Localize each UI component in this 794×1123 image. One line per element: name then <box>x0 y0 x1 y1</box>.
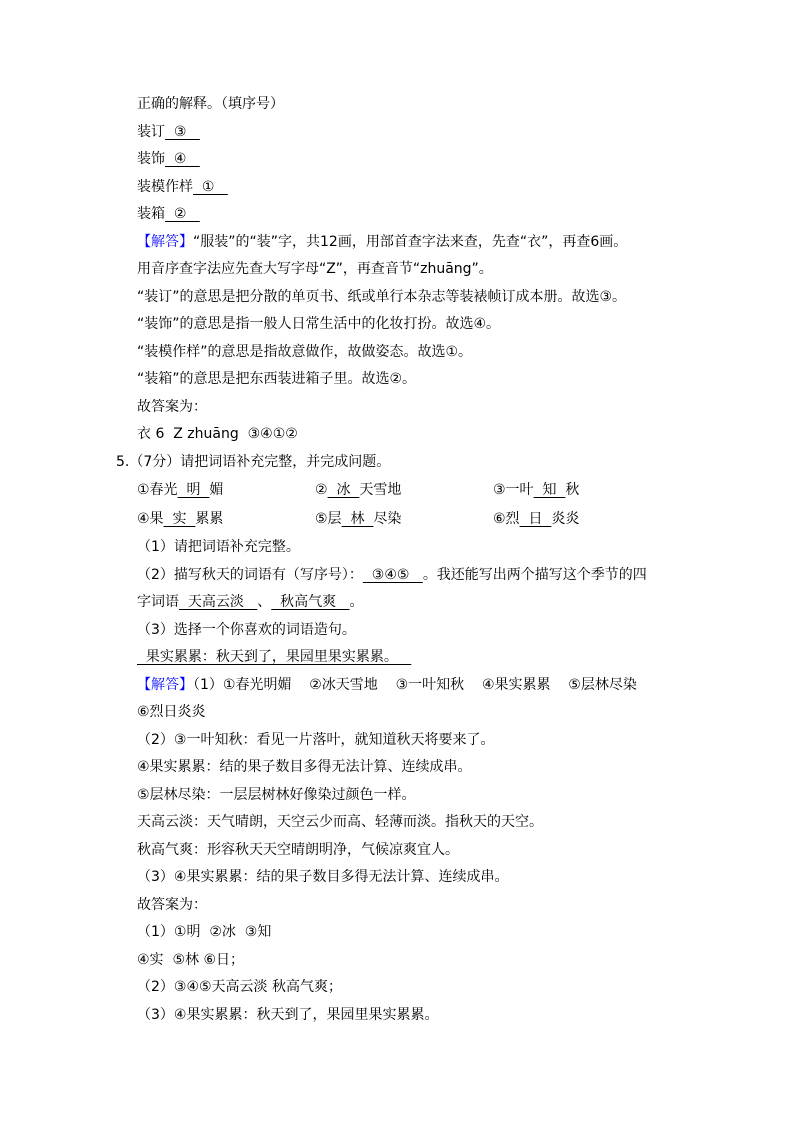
fill-blank: ③ <box>165 123 200 140</box>
solution-tag: 【解答】 <box>137 233 193 250</box>
final-answer: （3）④果实累累：秋天到了，果园里果实累累。 <box>137 1006 439 1023</box>
fill-item <box>0 119 794 147</box>
document-page <box>0 91 794 1029</box>
solution-line: 【解答】（1）①春光明媚 ②冰天雪地 ③一叶知秋 ④果实累累 ⑤层林尽染 <box>137 676 637 693</box>
answer-blank: 天高云淡 <box>179 594 258 610</box>
fill-term: 装饰 <box>137 151 165 167</box>
answer-label: 故答案为： <box>137 896 207 913</box>
word-cell: ①春光 明 媚 <box>137 482 224 498</box>
solution-line: ⑥烈日炎炎 <box>137 704 206 720</box>
fill-term: 装箱 <box>137 206 165 222</box>
fill-blank: ① <box>193 178 228 195</box>
solution-line: 【解答】“服装”的“装”字，共12画，用部首查字法来查，先查“衣”，再查6画。 <box>137 233 628 250</box>
solution-line: （3）④果实累累：结的果子数目多得无法计算、连续成串。 <box>137 869 509 885</box>
word-cell: ③一叶 知 秋 <box>493 482 580 498</box>
fill-item <box>0 201 794 229</box>
word-cell: ④果 实 累累 <box>137 511 224 527</box>
fill-blank: ④ <box>165 151 200 167</box>
solution-line: 天高云淡：天气晴朗，天空云少而高、轻薄而淡。指秋天的天空。 <box>137 814 543 830</box>
solution-line: 秋高气爽：形容秋天天空晴朗明净，气候凉爽宜人。 <box>137 841 459 858</box>
word-cell: ⑥烈 日 炎炎 <box>493 511 580 527</box>
solution-line: “装饰”的意思是指一般人日常生活中的化妆打扮。故选④。 <box>137 316 501 332</box>
final-answer: （1）①明 ②冰 ③知 <box>137 924 272 940</box>
solution-line: 用音序查字法应先查大写字母“Z”，再查音节“zhuāng”。 <box>137 261 493 277</box>
answer-blank: ③④⑤ <box>362 566 423 583</box>
fill-blank: ② <box>165 206 200 222</box>
final-answer: 衣 6 Z zhuāng ③④①② <box>137 426 298 442</box>
fill-item <box>0 174 794 202</box>
solution-tag: 【解答】 <box>137 676 193 693</box>
question-title: 5.（7分）请把词语补充完整，并完成问题。 <box>116 453 391 470</box>
word-grid-row <box>0 505 794 534</box>
answer-blank: 秋高气爽 <box>271 594 350 610</box>
solution-line: “装订”的意思是把分散的单页书、纸或单行本杂志等装裱帧订成本册。故选③。 <box>137 288 627 305</box>
word-grid-row <box>0 476 794 505</box>
sub-question-3-answer <box>0 644 794 672</box>
final-answer: ④实 ⑤林 ⑥日； <box>137 951 245 968</box>
final-answer: （2）③④⑤天高云淡 秋高气爽； <box>137 979 343 995</box>
answer-blank: 果实累累：秋天到了，果园里果实累累。 <box>137 649 412 665</box>
word-cell: ② 冰 天雪地 <box>315 482 402 498</box>
fill-term: 装订 <box>137 123 165 140</box>
fill-item <box>0 146 794 174</box>
solution-line: “装箱”的意思是把东西装进箱子里。故选②。 <box>137 371 417 387</box>
sub-question-1: （1）请把词语补充完整。 <box>137 539 300 555</box>
sub-question-2: （2）描写秋天的词语有（写序号）： ③④⑤ 。我还能写出两个描写这个季节的四 <box>137 566 647 583</box>
sub-question-3: （3）选择一个你喜欢的词语造句。 <box>137 621 356 638</box>
solution-line: “装模作样”的意思是指故意做作，故做姿态。故选①。 <box>137 343 473 360</box>
sub-question-2-cont: 字词语 天高云淡 、 秋高气爽 。 <box>137 594 364 610</box>
fill-term: 装模作样 <box>137 178 193 195</box>
solution-line: （2）③一叶知秋：看见一片落叶，就知道秋天将要来了。 <box>137 731 495 748</box>
solution-line: ④果实累累：结的果子数目多得无法计算、连续成串。 <box>137 759 472 775</box>
part1-intro: 正确的解释。（填序号） <box>137 96 284 112</box>
solution-line: ⑤层林尽染：一层层树林好像染过颜色一样。 <box>137 786 416 803</box>
answer-label: 故答案为： <box>137 398 207 415</box>
word-cell: ⑤层 林 尽染 <box>315 511 402 527</box>
